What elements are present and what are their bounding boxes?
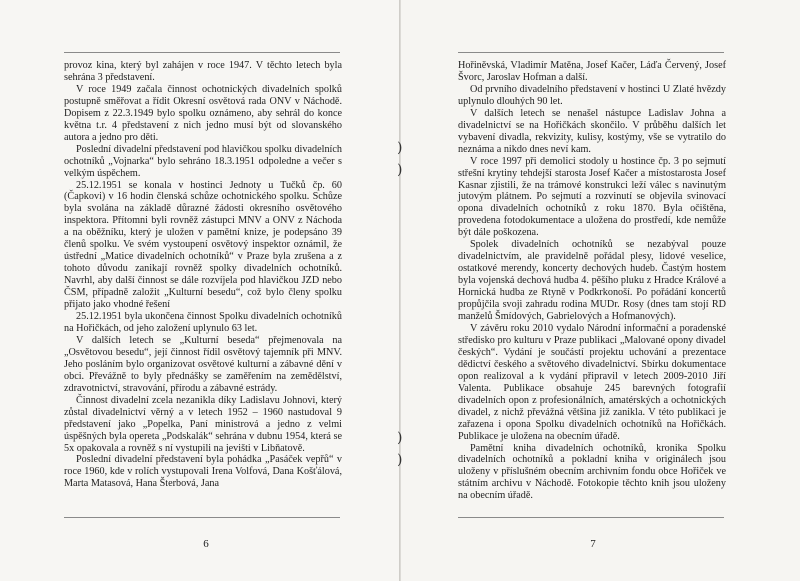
paragraph: 25.12.1951 byla ukončena činnost Spolku divadelních ochotníků na Hořičkách, od jeho založení uplynulo 63 let. <box>64 311 342 334</box>
right-page <box>401 0 800 581</box>
page-number: 6 <box>203 538 209 550</box>
footer-rule <box>458 517 724 518</box>
paragraph: Hořiněvská, Vladimír Matěna, Josef Kačer, Láďa Červený, Josef Švorc, Jaroslav Hofman a další. <box>458 60 726 83</box>
paragraph: V dalších letech se nenašel nástupce Ladislav Johna a divadelnictví se na Hořičkách skončilo. V průběhu dalších let vybavení divadla, rekvizity, kulisy, kostýmy, vše se vytratilo do neznáma a nikdo dnes neví kam. <box>458 107 726 155</box>
left-page <box>0 0 399 581</box>
paragraph: Činnost divadelní zcela nezanikla díky Ladislavu Johnovi, který zůstal divadelnictví věrný a v letech 1952 – 1960 nastudoval 9 představení jako „Popelka, Paní ministrová a jedno z velmi úspěšných byla opereta „Podskalák“ sehrána v dubnu 1954, která se 5x opakovala a rovněž s ní vystupili na jevišti v Libňatově. <box>64 394 342 454</box>
paragraph: Poslední divadelní představení byla pohádka „Pasáček vepřů“ v roce 1960, kde v rolích vystupovali Irena Volfová, Dana Košťálová, Marta Matasová, Hana Šterbová, Jana <box>64 454 342 490</box>
paragraph: provoz kina, který byl zahájen v roce 1947. V těchto letech byla sehrána 3 představení. <box>64 60 342 83</box>
paragraph: 25.12.1951 se konala v hostinci Jednoty u Tučků čp. 60 (Čapkovi) v 16 hodin členská schůze ochotnického spolku. Schůze byla svolána na základě důrazné žádosti okresního osvětového inspektora. Přítomni byli rovněž zástupci MNV a ONV z Náchoda a na oběžníku, který je uložen v pamětní knize, je podepsáno 39 členů spolku. Ve svém vystoupení osvětový inspektor oznámil, že ústřední „Matice divadelních ochotníků“ v Praze byla zrušena a z tohoto důvodu zanikají rovněž spolky divadelních ochotníků. Navrhl, aby další činnost se dále rozvíjela pod hlavičkou JZD nebo ČSM, případně založit „Kulturní besedu“, což bylo členy spolku přijato jako vhodné řešení <box>64 179 342 311</box>
page-number: 7 <box>590 538 596 550</box>
binding-mark: ) <box>397 162 403 178</box>
paragraph: V roce 1997 při demolici stodoly u hostince čp. 3 po sejmutí střešní krytiny tehdejší starosta Josef Kačer a místostarosta Josef Kasnar zjistili, že na trámové konstrukci leží válec s navinutým jutovým plátnem. Po sejmutí a rozvinutí se objevila svinovací opona divadelních ochotníků z roku 1870. Byla očištěna, provedena fotodokumentace a uložena do prostředí, kde nemůže být dále poškozena. <box>458 155 726 239</box>
paragraph: Spolek divadelních ochotníků se nezabýval pouze divadelnictvím, ale pravidelně pořádal plesy, lidové veselice, ostatkové merendy, koncerty dechových hudeb. Častým hostem byla vojenská dechová hudba 4. pěšího pluku z Hradce Králové a Hornická hudba ze Rtyně v Podkrkonoší. Po pořádání koncertů propůjčila svoji zahradu rodina MUDr. Rosy (dnes tam stojí RD manželů Šmídových, Gabrielových a Hofmanových). <box>458 239 726 323</box>
header-rule <box>64 52 340 53</box>
paragraph: Pamětní kniha divadelních ochotníků, kronika Spolku divadelních ochotníků a pokladní kniha v originálech jsou uloženy v příslušném obecním archivním fondu obce Hořiček ve státním archivu v Náchodě. Fotokopie těchto knih jsou uloženy na obecním úřadě. <box>458 442 726 502</box>
binding-mark: ) <box>397 430 403 446</box>
footer-rule <box>64 517 340 518</box>
paragraph: V dalších letech se „Kulturní beseda“ přejmenovala na „Osvětovou besedu“, její činnost řídil osvětový tajemník při MNV. Jeho posláním bylo organizovat osvětové kulturní a zábavné dění v obci. Převážně to byly přednášky se zaměřením na zemědělství, zdravotnictví, stravování, přírodu a zábavné estrády. <box>64 334 342 394</box>
header-rule <box>458 52 724 53</box>
paragraph: Poslední divadelní představení pod hlavičkou spolku divadelních ochotníků „Vojnarka“ bylo sehráno 18.3.1951 odpoledne a večer s velkým úspěchem. <box>64 143 342 179</box>
binding-mark: ) <box>397 452 403 468</box>
paragraph: Od prvního divadelního představení v hostinci U Zlaté hvězdy uplynulo dlouhých 90 let. <box>458 83 726 107</box>
binding-mark: ) <box>397 140 403 156</box>
right-page-text <box>458 60 726 502</box>
left-page-text <box>64 60 342 490</box>
paragraph: V závěru roku 2010 vydalo Národní informační a poradenské středisko pro kulturu v Praze publikaci „Malované opony divadel českých“. Vydání je součástí projektu uchování a prezentace dědictví českého a světového divadelnictví. Sbírku dokumentace opon realizoval a k vydání připravil v letech 2009-2010 Jiří Valenta. Publikace obsahuje 245 barevných fotografií divadelních opon z profesionálních, amatérských a ochotnických divadel, z nichž převážná většina již zanikla. V této publikaci je zařazena i opona Spolku divadelních ochotníků na Hořičkách. Publikace je uložena na obecním úřadě. <box>458 322 726 442</box>
paragraph: V roce 1949 začala činnost ochotnických divadelních spolků postupně směřovat a řídit Okresní osvětová rada ONV v Náchodě. Dopisem z 22.3.1949 bylo spolku oznámeno, aby sehrál do konce května t.r. 4 představení z nich jedno musí být od slovanského autora a jedno pro děti. <box>64 83 342 143</box>
